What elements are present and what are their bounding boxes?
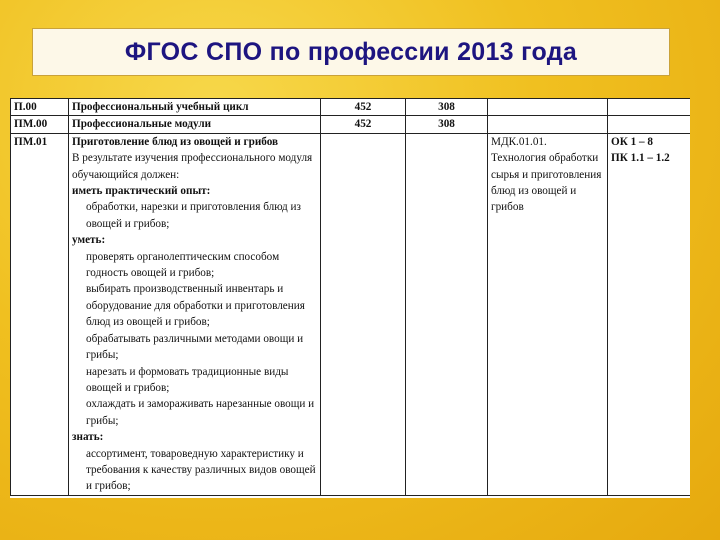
module-required-hours xyxy=(406,133,488,495)
skill-item: охлаждать и замораживать нарезанные овощи и грибы; xyxy=(86,398,315,427)
competence-pk: ПК 1.1 – 1.2 xyxy=(611,152,670,165)
skill-item: обрабатывать различными методами овощи и грибы; xyxy=(86,332,304,362)
module-code: ПМ.01 xyxy=(11,133,69,495)
module-title: Приготовление блюд из овощей и грибов xyxy=(72,135,279,148)
row-name: Профессиональный учебный цикл xyxy=(69,99,321,116)
curriculum-table xyxy=(10,98,690,496)
standard-document-scan xyxy=(10,98,690,498)
row-competence xyxy=(608,99,691,116)
knowledge-heading: знать: xyxy=(72,431,104,444)
module-intro: В результате изучения профессионального модуля обучающийся должен: xyxy=(72,152,313,181)
module-description xyxy=(69,133,321,495)
skill-item: выбирать производственный инвентарь и оборудование для обработки и приготовления блюд из овощей и грибов; xyxy=(86,283,305,329)
slide-title: ФГОС СПО по профессии 2013 года xyxy=(124,37,578,66)
row-required-hours: 308 xyxy=(406,99,488,116)
experience-heading: иметь практический опыт: xyxy=(72,185,211,198)
row-competence xyxy=(608,116,691,133)
experience-item: обработки, нарезки и приготовления блюд из овощей и грибов; xyxy=(86,201,301,230)
module-mdk: МДК.01.01. Технология обработки сырья и приготовления блюд из овощей и грибов xyxy=(488,133,608,495)
skill-item: проверять органолептическим способом годность овощей и грибов; xyxy=(86,250,280,280)
module-competences xyxy=(608,133,691,495)
module-max-hours xyxy=(321,133,406,495)
row-code: П.00 xyxy=(11,99,69,116)
row-mdk xyxy=(488,116,608,133)
row-name: Профессиональные модули xyxy=(69,116,321,133)
competence-ok: ОК 1 – 8 xyxy=(611,135,653,148)
skill-item: нарезать и формовать традиционные виды овощей и грибов; xyxy=(86,365,289,394)
table-row-module xyxy=(11,133,691,495)
skills-heading: уметь: xyxy=(72,234,106,247)
slide-title-box xyxy=(32,28,670,76)
row-required-hours: 308 xyxy=(406,116,488,133)
row-mdk xyxy=(488,99,608,116)
knowledge-item: ассортимент, товароведную характеристику и требования к качеству различных видов овощей и грибов; xyxy=(86,447,316,493)
row-max-hours: 452 xyxy=(321,116,406,133)
row-code: ПМ.00 xyxy=(11,116,69,133)
row-max-hours: 452 xyxy=(321,99,406,116)
table-row xyxy=(11,116,691,133)
table-row xyxy=(11,99,691,116)
